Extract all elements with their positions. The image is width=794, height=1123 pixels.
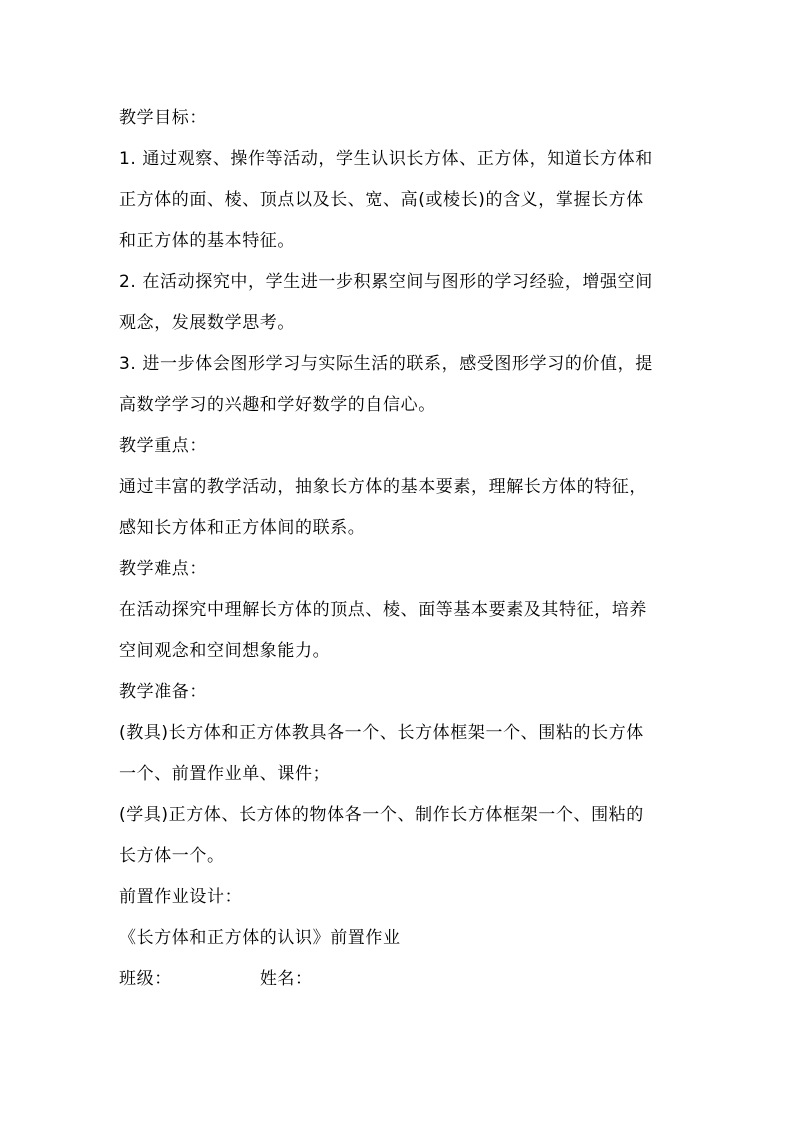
pre-assignment-heading: 前置作业设计：: [119, 887, 243, 907]
objective-3-line-1: 3. 进一步体会图形学习与实际生活的联系，感受图形学习的价值，提: [119, 354, 653, 374]
difficulties-heading: 教学难点：: [119, 559, 207, 579]
difficulties-line-1: 在活动探究中理解长方体的顶点、棱、面等基本要素及其特征，培养: [119, 600, 647, 620]
name-label: 姓名：: [259, 969, 313, 989]
key-points-line-1: 通过丰富的教学活动，抽象长方体的基本要素，理解长方体的特征，: [119, 477, 647, 497]
objective-1-line-3: 和正方体的基本特征。: [119, 231, 295, 251]
key-points-heading: 教学重点：: [119, 436, 207, 456]
objective-1-line-2: 正方体的面、棱、顶点以及长、宽、高(或棱长)的含义，掌握长方体: [119, 190, 644, 210]
pre-assignment-title: 《长方体和正方体的认识》前置作业: [119, 928, 401, 948]
preparation-teacher-line-1: (教具)长方体和正方体教具各一个、长方体框架一个、围粘的长方体: [119, 723, 644, 743]
preparation-teacher-line-2: 一个、前置作业单、课件；: [119, 764, 331, 784]
preparation-student-line-2: 长方体一个。: [119, 846, 225, 866]
difficulties-line-2: 空间观念和空间想象能力。: [119, 641, 331, 661]
class-label: 班级：: [119, 969, 172, 989]
objective-1-line-1: 1. 通过观察、操作等活动，学生认识长方体、正方体，知道长方体和: [119, 149, 653, 169]
objective-3-line-2: 高数学学习的兴趣和学好数学的自信心。: [119, 395, 436, 415]
objective-2-line-2: 观念，发展数学思考。: [119, 313, 295, 333]
objectives-heading: 教学目标：: [119, 108, 207, 128]
preparation-student-line-1: (学具)正方体、长方体的物体各一个、制作长方体框架一个、围粘的: [119, 805, 644, 825]
objective-2-line-1: 2. 在活动探究中，学生进一步积累空间与图形的学习经验，增强空间: [119, 272, 653, 292]
key-points-line-2: 感知长方体和正方体间的联系。: [119, 518, 366, 538]
preparation-heading: 教学准备：: [119, 682, 207, 702]
student-info-row: [119, 968, 689, 990]
